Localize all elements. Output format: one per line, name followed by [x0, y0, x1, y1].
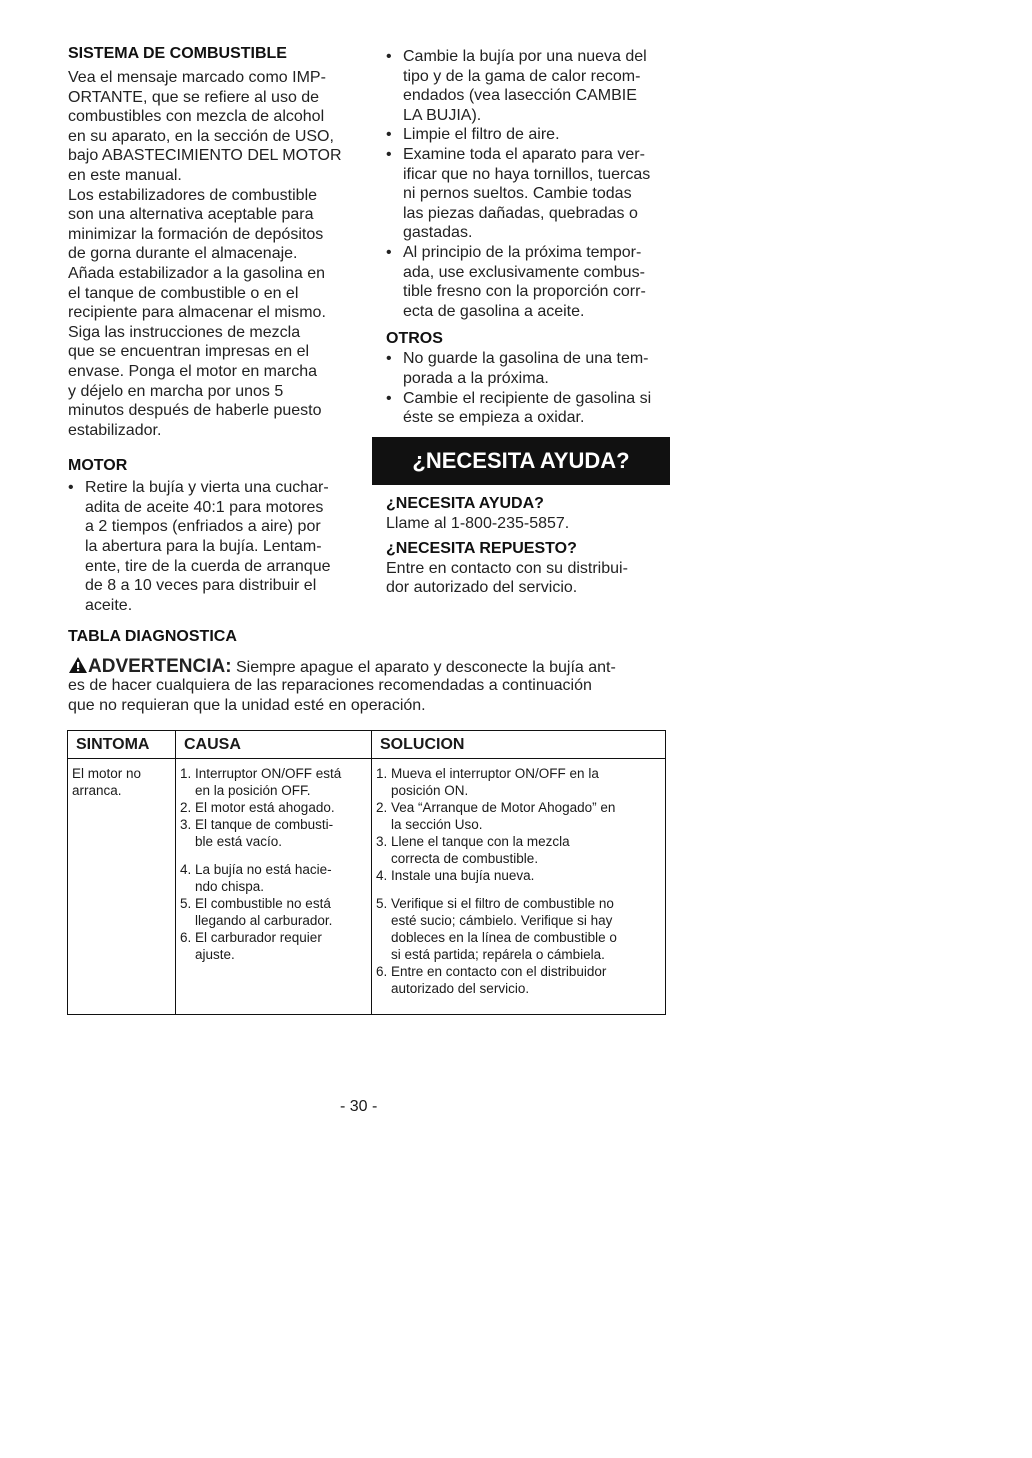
text-line: Entre en contacto con el distribuidor	[391, 964, 607, 979]
text-line: Interruptor ON/OFF está	[195, 766, 342, 781]
list-item	[376, 867, 661, 884]
text-line: envase. Ponga el motor en marcha	[68, 362, 318, 380]
parts-text	[386, 559, 628, 598]
text-line: a 2 tiempos (enfriados a aire) por	[85, 518, 321, 536]
text-line: tipo y de la gama de calor recom-	[403, 67, 641, 85]
list-item	[180, 799, 367, 816]
list-item	[386, 243, 686, 321]
list-item	[376, 963, 661, 997]
text-line: tible fresno con la proporción corr-	[403, 283, 646, 301]
motor-heading: MOTOR	[68, 457, 128, 475]
text-line: recipiente para almacenar el mismo.	[68, 304, 326, 322]
otros-list	[386, 349, 686, 427]
text-line: Siga las instrucciones de mezcla	[68, 323, 301, 341]
text-line: ni pernos sueltos. Cambie todas	[403, 185, 632, 203]
text-line: porada a la próxima.	[403, 369, 549, 387]
storage-list	[386, 47, 686, 321]
left-column	[68, 44, 368, 615]
item-number: 1.	[376, 766, 388, 781]
symptom-cell	[68, 759, 176, 1015]
item-number: 3.	[180, 817, 192, 832]
text-line: si está partida; repárela o cámbiela.	[391, 947, 605, 962]
text-line: Vea el mensaje marcado como IMP-	[68, 69, 326, 86]
list-item	[376, 895, 661, 963]
text-line: minutos después de haberle puesto	[68, 402, 322, 420]
list-item	[386, 389, 686, 428]
text-line: El combustible no está	[195, 896, 331, 911]
item-number: 3.	[376, 834, 388, 849]
text-line: aceite.	[85, 596, 133, 614]
text-line: No guarde la gasolina de una tem-	[403, 350, 649, 368]
list-item	[386, 349, 686, 388]
warning-block	[68, 656, 708, 716]
text-line: Cambie el recipiente de gasolina si	[403, 389, 652, 407]
text-line: gastadas.	[403, 224, 473, 242]
text-line: ada, use exclusivamente combus-	[403, 263, 645, 281]
text-line: Cambie la bujía por una nueva del	[403, 48, 647, 65]
item-number: 5.	[180, 896, 192, 911]
text-line: ndo chispa.	[195, 879, 265, 894]
text-line: dobleces en la línea de combustible o	[391, 930, 617, 945]
text-line: el tanque de combustible o en el	[68, 284, 299, 302]
text-line: dor autorizado del servicio.	[386, 579, 578, 597]
text-line: y déjelo en marcha por unos 5	[68, 382, 284, 400]
text-line: Entre en contacto con su distribui-	[386, 559, 628, 577]
text-line: Llene el tanque con la mezcla	[391, 834, 570, 849]
header-sintoma: SINTOMA	[68, 731, 176, 759]
text-line: Vea “Arranque de Motor Ahogado” en	[391, 800, 616, 815]
spacer	[180, 850, 367, 861]
text-line: la abertura para la bujía. Lentam-	[85, 538, 322, 556]
text-line: las piezas dañadas, quebradas o	[403, 204, 638, 222]
bullet-icon: •	[68, 479, 74, 497]
text-line: ORTANTE, que se refiere al uso de	[68, 88, 320, 106]
text-line: en este manual.	[68, 166, 182, 184]
text-line: Mueva el interruptor ON/OFF en la	[391, 766, 599, 781]
text-line: Añada estabilizador a la gasolina en	[68, 264, 326, 282]
list-item	[180, 929, 367, 963]
text-line: Limpie el filtro de aire.	[403, 126, 560, 144]
text-line: combustibles con mezcla de alcohol	[68, 108, 325, 126]
motor-list	[68, 478, 368, 615]
bullet-icon: •	[386, 145, 392, 163]
item-number: 1.	[180, 766, 192, 781]
warning-text: Siempre apague el aparato y desconecte la bujía ant-	[231, 659, 616, 676]
list-item	[386, 145, 686, 243]
text-line: Retire la bujía y vierta una cuchar-	[85, 479, 329, 497]
header-causa: CAUSA	[176, 731, 372, 759]
text-line: El carburador requier	[195, 930, 322, 945]
text-line: arranca.	[72, 783, 122, 798]
list-item	[386, 125, 686, 145]
text-line: El tanque de combusti-	[195, 817, 334, 832]
text-line: de gorna durante el almacenaje.	[68, 245, 298, 263]
text-line: ble está vacío.	[195, 834, 283, 849]
list-item	[376, 833, 661, 867]
table-header-row	[68, 731, 666, 759]
text-line: adita de aceite 40:1 para motores	[85, 498, 324, 516]
text-line: El motor no	[72, 766, 142, 781]
spacer	[376, 884, 661, 895]
bullet-icon: •	[386, 126, 392, 144]
help-phone: Llame al 1-800-235-5857.	[386, 515, 570, 532]
diagnostic-heading: TABLA DIAGNOSTICA	[68, 628, 237, 645]
list-item	[180, 816, 367, 850]
item-number: 2.	[376, 800, 388, 815]
page-number: - 30 -	[340, 1098, 378, 1115]
right-column	[386, 47, 686, 428]
text-line: endados (vea lasección CAMBIE	[403, 87, 637, 105]
spacer	[180, 974, 367, 985]
text-line: ecta de gasolina a aceite.	[403, 302, 585, 320]
text-line: La bujía no está hacie-	[195, 862, 332, 877]
list-item	[180, 861, 367, 895]
text-line: éste se empieza a oxidar.	[403, 409, 585, 427]
text-line: llegando al carburador.	[195, 913, 333, 928]
item-number: 6.	[180, 930, 192, 945]
item-number: 4.	[376, 868, 388, 883]
warning-text: es de hacer cualquiera de las reparaciones recomendadas a continuación	[68, 677, 592, 694]
text-line: autorizado del servicio.	[391, 981, 530, 996]
header-solucion: SOLUCION	[372, 731, 666, 759]
text-line: que se encuentran impresas en el	[68, 343, 310, 361]
text-line: de 8 a 10 veces para distribuir el	[85, 577, 317, 595]
text-line: ente, tire de la cuerda de arranque	[85, 557, 331, 575]
list-item	[68, 478, 368, 615]
text-line: Al principio de la próxima tempor-	[403, 243, 642, 261]
text-line: Los estabilizadores de combustible	[68, 186, 318, 204]
parts-heading: ¿NECESITA REPUESTO?	[386, 539, 577, 557]
help-section	[386, 494, 628, 598]
warning-label: ADVERTENCIA:	[88, 656, 232, 677]
warning-text: que no requieran que la unidad esté en operación.	[68, 697, 426, 714]
item-number: 6.	[376, 964, 388, 979]
text-line: en su aparato, en la sección de USO,	[68, 127, 334, 145]
text-line: El motor está ahogado.	[195, 800, 335, 815]
spacer	[180, 963, 367, 974]
list-item	[376, 765, 661, 799]
fuel-system-text	[68, 68, 368, 440]
solution-cell	[372, 759, 666, 1015]
text-line: Instale una bujía nueva.	[391, 868, 535, 883]
cause-cell	[176, 759, 372, 1015]
item-number: 2.	[180, 800, 192, 815]
text-line: minimizar la formación de depósitos	[68, 225, 324, 243]
text-line: bajo ABASTECIMIENTO DEL MOTOR	[68, 147, 342, 165]
warning-triangle-icon	[68, 656, 88, 674]
help-heading: ¿NECESITA AYUDA?	[386, 495, 544, 512]
bullet-icon: •	[386, 243, 392, 261]
list-item	[386, 47, 686, 125]
text-line: posición ON.	[391, 783, 469, 798]
list-item	[376, 799, 661, 833]
fuel-system-heading: SISTEMA DE COMBUSTIBLE	[68, 45, 287, 62]
otros-heading: OTROS	[386, 330, 443, 348]
spacer	[180, 985, 367, 1002]
item-number: 4.	[180, 862, 192, 877]
diagnostic-table	[67, 730, 666, 1015]
table-row	[68, 759, 666, 1015]
text-line: Verifique si el filtro de combustible no	[391, 896, 614, 911]
text-line: Examine toda el aparato para ver-	[403, 145, 645, 163]
text-line: LA BUJIA).	[403, 106, 482, 124]
help-banner: ¿NECESITA AYUDA?	[372, 437, 670, 485]
list-item	[180, 765, 367, 799]
bullet-icon: •	[386, 389, 392, 407]
text-line: son una alternativa aceptable para	[68, 206, 314, 224]
text-line: ajuste.	[195, 947, 235, 962]
item-number: 5.	[376, 896, 388, 911]
text-line: la sección Uso.	[391, 817, 483, 832]
bullet-icon: •	[386, 350, 392, 368]
text-line: esté sucio; cámbielo. Verifique si hay	[391, 913, 613, 928]
text-line: estabilizador.	[68, 421, 162, 439]
list-item	[180, 895, 367, 929]
bullet-icon: •	[386, 48, 392, 65]
text-line: en la posición OFF.	[195, 783, 311, 798]
text-line: correcta de combustible.	[391, 851, 539, 866]
text-line: ificar que no haya tornillos, tuercas	[403, 165, 651, 183]
